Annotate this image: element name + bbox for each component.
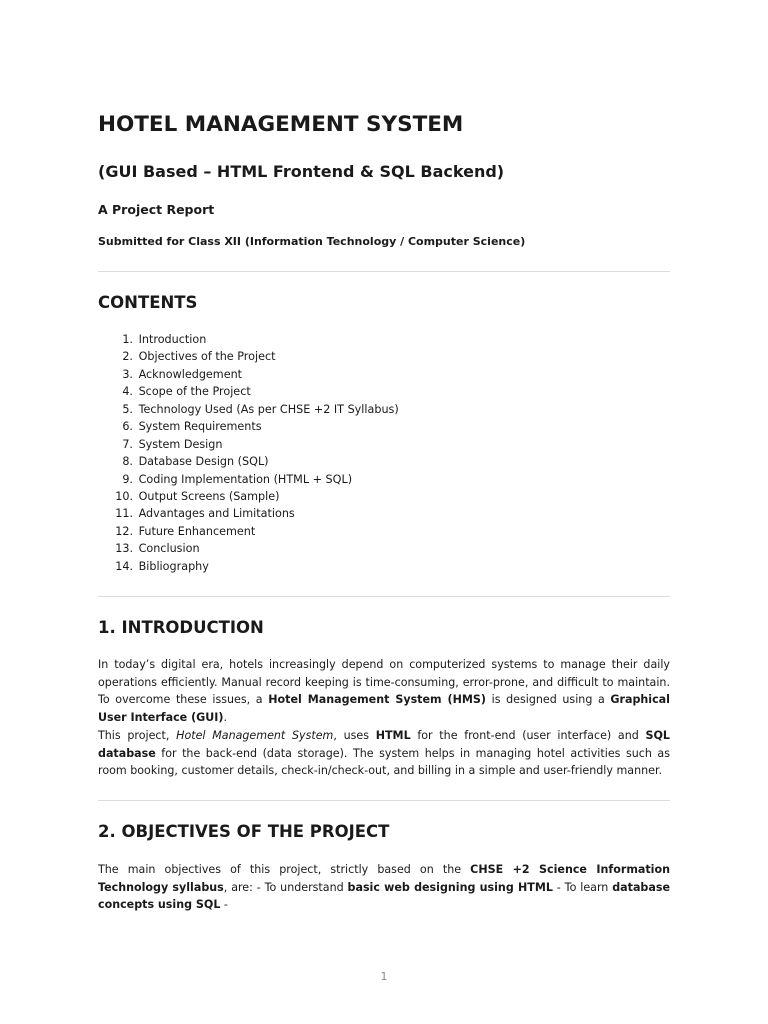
list-item: 7. System Design [122, 437, 223, 451]
page-number: 1 [380, 970, 388, 983]
introduction-paragraph-1: In today’s digital era, hotels increasingly depend on computerized systems to manage their daily operations efficiently. Manual record keeping is time-consuming, error-prone, and difficult to maintain. To overcome these issues, a Hotel Management System (HMS) is designed using a Graphical User Interface (GUI). [98, 658, 670, 724]
introduction-paragraph-2: This project, Hotel Management System, uses HTML for the front-end (user interface) and SQL database for the back-end (data storage). The system helps in managing hotel activities such as room booking, customer details, check-in/check-out, and billing in a simple and user-friendly manner. [98, 729, 670, 778]
list-item: 4. Scope of the Project [122, 385, 251, 399]
contents-heading: CONTENTS [98, 293, 198, 312]
objectives-paragraph: The main objectives of this project, strictly based on the CHSE +2 Science Information Technology syllabus, are: - To understand basic web designing using HTML - To learn database concepts using SQL - [98, 863, 671, 912]
objectives-heading: 2. OBJECTIVES OF THE PROJECT [98, 822, 390, 841]
list-item: 6. System Requirements [122, 420, 262, 434]
divider [98, 271, 670, 272]
report-label: A Project Report [98, 202, 215, 217]
introduction-heading: 1. INTRODUCTION [98, 618, 264, 637]
list-item: 1. Introduction [122, 333, 207, 346]
submission-note: Submitted for Class XII (Information Technology / Computer Science) [98, 235, 526, 248]
list-item: 12. Future Enhancement [115, 524, 256, 538]
list-item: 2. Objectives of the Project [122, 350, 276, 364]
list-item: 3. Acknowledgement [122, 367, 243, 381]
list-item: 5. Technology Used (As per CHSE +2 IT Syllabus) [122, 402, 399, 416]
list-item: 14. Bibliography [115, 559, 209, 573]
list-item: 9. Coding Implementation (HTML + SQL) [122, 472, 353, 486]
list-item: 11. Advantages and Limitations [115, 507, 295, 521]
list-item: 10. Output Screens (Sample) [115, 489, 280, 503]
document-title: HOTEL MANAGEMENT SYSTEM [98, 112, 464, 137]
contents-list [98, 331, 399, 575]
divider [98, 596, 670, 597]
list-item: 13. Conclusion [115, 542, 200, 556]
document-subtitle: (GUI Based – HTML Frontend & SQL Backend) [98, 162, 505, 181]
divider [98, 800, 670, 801]
list-item: 8. Database Design (SQL) [122, 455, 269, 469]
